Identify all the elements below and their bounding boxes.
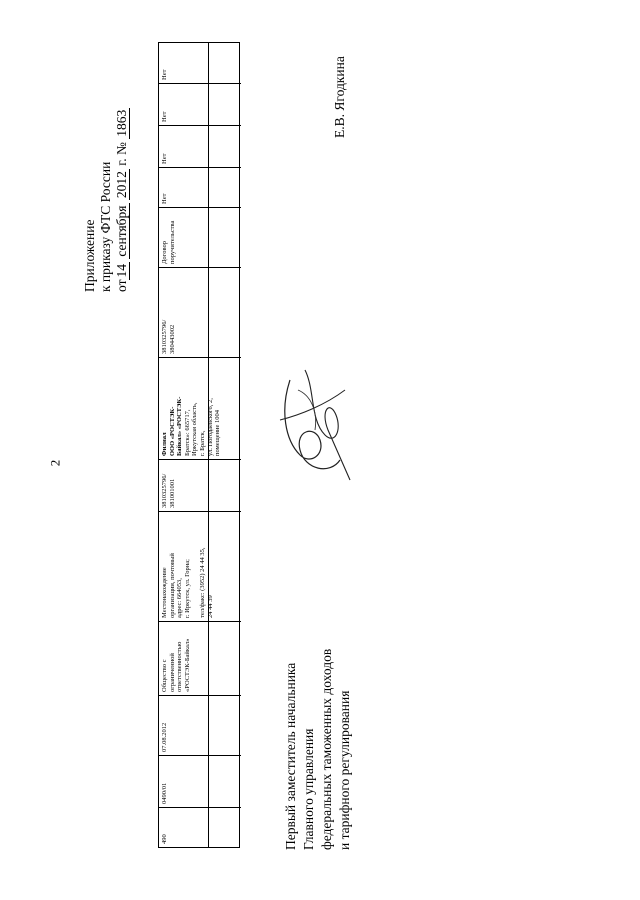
cell-flag-2: Нет xyxy=(159,125,208,167)
cell-flag-4: Нет xyxy=(161,69,168,80)
signatory-title xyxy=(282,649,354,850)
cell-branch: Филиал ООО «РОСТЭК- Байкал» «РОСТЭК- Братск»: 665717, Иркутская область, г. Братск, ул. Погодаевского, 2, помещение 1004 xyxy=(159,357,208,459)
signature-icon xyxy=(270,360,360,490)
page-number: 2 xyxy=(47,459,63,467)
cell-flag-3: Нет xyxy=(159,83,208,125)
registry-table xyxy=(158,42,240,848)
cell-number: 490 xyxy=(159,807,208,847)
table-row xyxy=(159,43,222,847)
cell-flag-1: Нет xyxy=(159,167,208,207)
order-number: 1863 xyxy=(114,109,129,137)
signatory-name: Е.В. Ягодкина xyxy=(332,56,347,138)
appendix-title: Приложение xyxy=(82,219,97,292)
appendix-date-line: от14 сентября 2012 г. № 1863 xyxy=(114,109,129,292)
cell-branch-inn: 3810325796/ 380443002 xyxy=(159,267,208,357)
appendix-header xyxy=(82,108,130,292)
cell-address: Местонахождение организации, почтовый адрес: 664053, г. Иркутск, ул. Горна; тел/факс: (3952) 24 44 35, 24 44 39 xyxy=(159,511,208,621)
cell-date: 07.08.2012 xyxy=(159,695,208,755)
signatory-line-1: Первый заместитель начальника xyxy=(283,662,298,850)
signatory-line-4: и тарифного регулирования xyxy=(337,690,352,850)
table-empty-row xyxy=(209,43,241,847)
cell-reg-number: 0490/01 xyxy=(159,755,208,807)
appendix-order: к приказу ФТС России xyxy=(98,161,113,292)
cell-contract: Договор поручительства xyxy=(159,207,208,267)
cell-inn: 3810325796/ 381001001 xyxy=(159,459,208,511)
signatory-line-3: федеральных таможенных доходов xyxy=(319,648,334,850)
cell-org-name: Общество с ограниченной ответственностью «РОСТЭК-Байкал» xyxy=(159,621,208,695)
signatory-line-2: Главного управления xyxy=(301,728,316,850)
